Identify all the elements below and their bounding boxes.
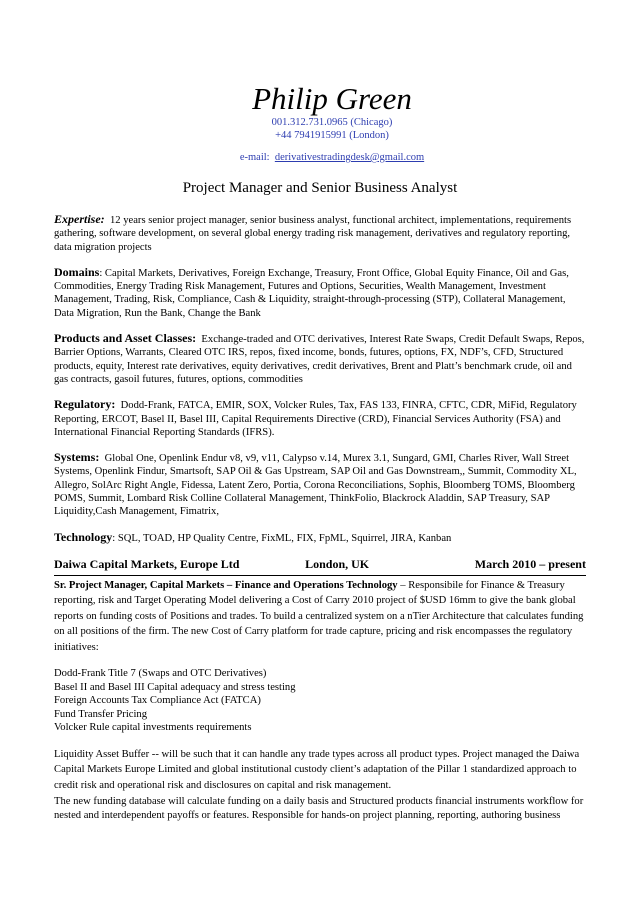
products-text: Exchange-traded and OTC derivatives, Interest Rate Swaps, Credit Default Swaps, Repos, Barrier Options, Warrants, Cleared OTC IRS, repos, fixed income, bonds, futures, options, FX, NDF’s, CFD, Structured products, equity, Interest rate derivatives, equity derivatives, credit derivatives, Brent and Platt’s benchmark crude, oil and gas contracts, gasoil futures, futures, options, commodities xyxy=(54,334,585,385)
list-item: Fund Transfer Pricing xyxy=(54,708,147,720)
expertise-section xyxy=(54,213,586,254)
list-item: Volcker Rule capital investments requirements xyxy=(54,722,252,734)
domains-section xyxy=(54,266,586,320)
technology-text: : SQL, TOAD, HP Quality Centre, FixML, FIX, FpML, Squirrel, JIRA, Kanban xyxy=(112,532,452,544)
job-title: Project Manager and Senior Business Analyst xyxy=(182,180,458,196)
job-header xyxy=(54,557,586,572)
job-divider xyxy=(54,575,586,576)
regulatory-section xyxy=(54,398,586,439)
job-summary xyxy=(54,578,586,655)
expertise-heading: Expertise: xyxy=(54,212,105,226)
email-line xyxy=(54,152,586,163)
email-link[interactable]: derivativestradingdesk@gmail.com xyxy=(274,152,425,163)
systems-heading: Systems: xyxy=(54,450,100,465)
technology-heading: Technology xyxy=(54,529,113,544)
job-summary-text: – Responsibile for Finance & Treasury reporting, risk and Target Operating Model delivering a Cost of Carry 2010 project of $USD 16mm to give the bank global reports on funding costs of Positions and trades. To build a centralized system on a nTier Architecture that calculates funding on all positions of the firm. The new Cost of Carry platform for trade capture, pricing and risk encompasses the regulatory initiatives: xyxy=(54,579,584,653)
funding-paragraph: The new funding database will calculate funding on a daily basis and Structured products financial instruments workflow for nested and interdependent payoffs or features. Responsible for hands-on project planning, reporting, authoring business xyxy=(54,796,584,822)
products-section xyxy=(54,332,586,386)
phone-chicago: 001.312.731.0965 (Chicago) xyxy=(271,117,393,128)
job-location: London, UK xyxy=(305,556,370,571)
job-dates: March 2010 – present xyxy=(474,556,586,571)
list-item: Dodd-Frank Title 7 (Swaps and OTC Derivatives) xyxy=(54,667,267,679)
products-heading: Products and Asset Classes: xyxy=(54,331,197,346)
regulatory-text: Dodd-Frank, FATCA, EMIR, SOX, Volcker Rules, Tax, FAS 133, FINRA, CFTC, CDR, MiFid, Regulatory Reporting, ERCOT, Basel II, Basel III, Capital Requirements Directive (CRD), Financial Services Authority (FSA) and International Financial Reporting Standards (IFRS). xyxy=(54,400,577,438)
systems-text: Global One, Openlink Endur v8, v9, v11, Calypso v.14, Murex 3.1, Sungard, GMI, Charles River, Wall Street Systems, Openlink Findur, Smartsoft, SAP Oil & Gas Upstream, SAP Oil and Gas Downstream,, Summit, Commodity XL, Allegro, SolArc Right Angle, Fidessa, Latent Zero, Portia, Corona Reconciliations, Sophis, Bloomberg TOMS, Bloomberg POMS, Summit, Lombard Risk Colline Collateral Management, ThinkFolio, Blackrock Aladdin, SAP Treasury, SAP Liquidity,Cash Management, Fimatrix, xyxy=(54,453,577,518)
email-label: e-mail: xyxy=(239,152,270,163)
liquidity-paragraph: Liquidity Asset Buffer -- will be such that it can handle any trade types across all product types. Project managed the Daiwa Capital Markets Europe Limited and global institutional custody client’s adaptation of the Pillar 1 standardized approach to credit risk and operational risk and disclosures on capital and risk management. xyxy=(54,748,580,791)
list-item: Foreign Accounts Tax Compliance Act (FATCA) xyxy=(54,695,261,707)
resume-page xyxy=(0,82,638,908)
job-role: Sr. Project Manager, Capital Markets – Finance and Operations Technology xyxy=(54,579,398,591)
resume-header xyxy=(54,82,586,197)
expertise-text: 12 years senior project manager, senior business analyst, functional architect, implementations, requirements gathering, software development, on several global energy trading risk management, derivatives and regulatory reporting, data migration projects xyxy=(54,215,572,253)
candidate-name: Philip Green xyxy=(252,81,412,116)
phone-london: +44 7941915991 (London) xyxy=(275,130,389,141)
regulatory-heading: Regulatory: xyxy=(54,397,116,412)
domains-text: : Capital Markets, Derivatives, Foreign Exchange, Treasury, Front Office, Global Equity Finance, Oil and Gas, Commodities, Energy Trading Risk Management, Futures and Options, Securities, Wealth Management, Investment Management, Trading, Risk, Compliance, Cash & Liquidity, straight-through-processing (STP), Collateral Management, Data Migration, Run the Bank, Change the Bank xyxy=(54,267,569,319)
technology-section xyxy=(54,531,586,545)
job-company: Daiwa Capital Markets, Europe Ltd xyxy=(54,556,240,571)
list-item: Basel II and Basel III Capital adequacy and stress testing xyxy=(54,681,296,693)
domains-heading: Domains xyxy=(54,264,100,279)
systems-section xyxy=(54,451,586,518)
initiatives-list xyxy=(54,667,586,735)
